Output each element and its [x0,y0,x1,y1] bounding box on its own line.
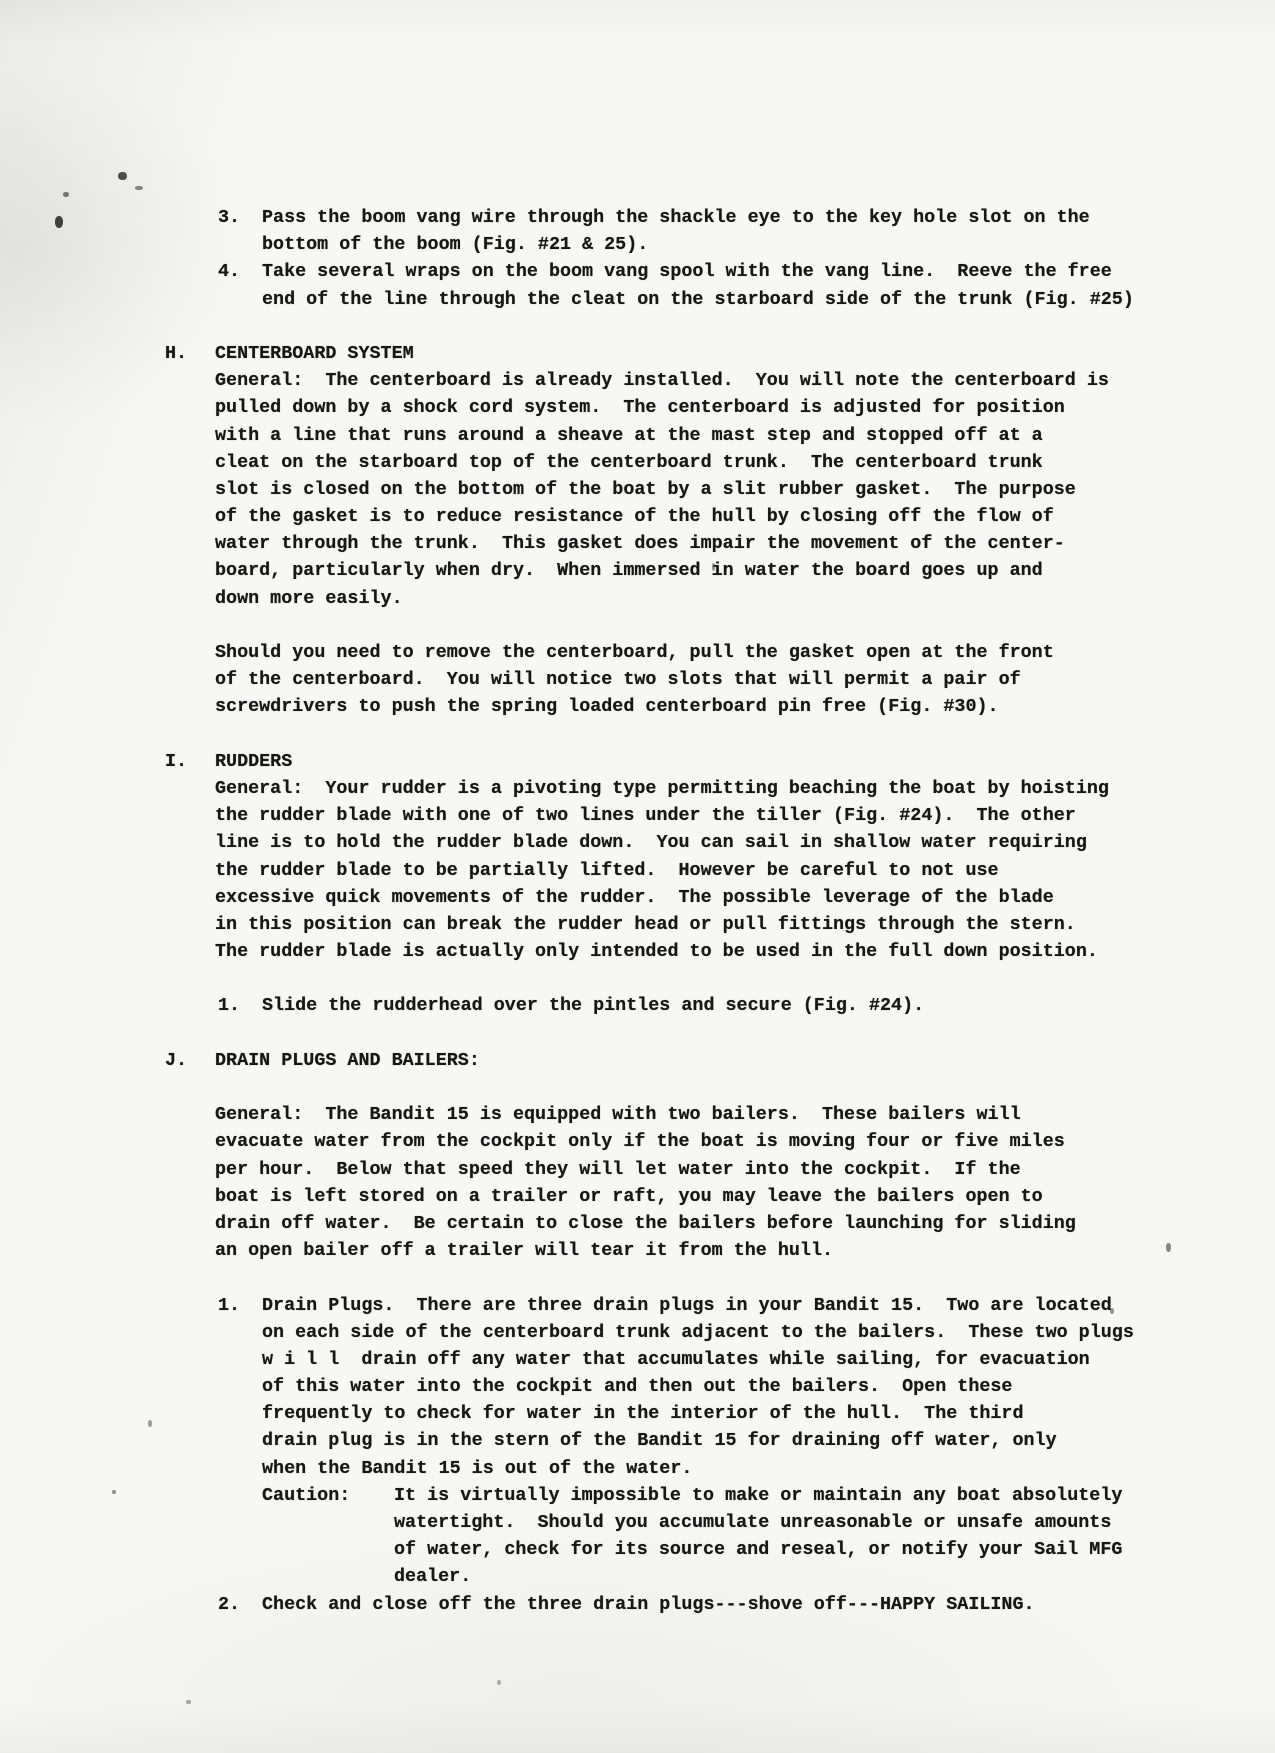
scan-speck [63,192,69,197]
item-text-line: drain plug is in the stern of the Bandit 15 for draining off water, only [262,1430,1057,1452]
item-text: Take several wraps on the boom vang spool with the vang line. Reeve the free [262,261,1112,283]
item-text-line: w i l l drain off any water that accumulates while sailing, for evacuation [262,1348,1090,1370]
paragraph-line: board, particularly when dry. When immersed in water the board goes up and [215,560,1043,582]
paragraph-line: pulled down by a shock cord system. The centerboard is adjusted for position [215,397,1065,419]
caution-text-line: of water, check for its source and reseal, or notify your Sail MFG [394,1539,1123,1561]
scan-speck [148,1420,152,1427]
blank-line [0,1264,1275,1291]
list-item [0,1591,1275,1618]
item-text: Pass the boom vang wire through the shackle eye to the key hole slot on the [262,207,1090,228]
paragraph-line: General: Your rudder is a pivoting type permitting beaching the boat by hoisting [215,777,1109,799]
scan-speck [497,1680,501,1685]
paragraph-line: line is to hold the rudder blade down. You can sail in shallow water requiring [215,832,1087,854]
paragraph-line: an open bailer off a trailer will tear it from the hull. [215,1240,834,1262]
scan-speck [712,563,715,571]
item-text-line: of this water into the cockpit and then out the bailers. Open these [262,1376,1013,1398]
caution-label: Caution: [262,1484,351,1506]
list-item [0,992,1275,1019]
paragraph-line: cleat on the starboard top of the centerboard trunk. The centerboard trunk [215,451,1043,473]
caution-note [0,1482,1275,1509]
section-title: RUDDERS [215,750,293,772]
section-title: DRAIN PLUGS AND BAILERS: [215,1049,480,1071]
paragraph-line: General: The Bandit 15 is equipped with two bailers. These bailers will [215,1104,1021,1126]
section-letter: I. [165,750,188,772]
scan-speck [55,216,63,228]
caution-text: It is virtually impossible to make or maintain any boat absolutely [394,1484,1123,1506]
paragraph-line: screwdrivers to push the spring loaded centerboard pin free (Fig. #30). [215,696,999,718]
paragraph-line: the rudder blade to be partially lifted. However be careful to not use [215,859,999,881]
document-content [0,204,1275,1618]
item-text: Drain Plugs. There are three drain plugs in your Bandit 15. Two are located [262,1294,1112,1316]
caution-text-line: dealer. [394,1566,472,1588]
item-text-line: frequently to check for water in the interior of the hull. The third [262,1403,1024,1425]
scan-speck [1166,1243,1171,1252]
blank-line [0,612,1275,639]
paragraph-line: with a line that runs around a sheave at the mast step and stopped off at a [215,424,1043,446]
paragraph-line: boat is left stored on a trailer or raft, you may leave the bailers open to [215,1185,1043,1207]
section-heading [0,340,1275,367]
item-text-line: when the Bandit 15 is out of the water. [262,1457,693,1479]
list-item [0,258,1275,285]
scan-speck [186,1700,191,1704]
section-letter: J. [165,1049,188,1071]
paragraph-line: The rudder blade is actually only intended to be used in the full down position. [215,941,1098,963]
paragraph-line: Should you need to remove the centerboard, pull the gasket open at the front [215,642,1054,663]
paragraph-line: of the centerboard. You will notice two slots that will permit a pair of [215,669,1021,691]
item-marker: 3. [218,207,241,228]
list-item [0,1292,1275,1319]
item-text-line: bottom of the boom (Fig. #21 & 25). [262,234,649,256]
paragraph-line: the rudder blade with one of two lines under the tiller (Fig. #24). The other [215,805,1076,827]
blank-line [0,1074,1275,1101]
item-marker: 4. [218,261,241,283]
section-heading [0,1047,1275,1074]
item-marker: 1. [218,1294,241,1316]
item-text: Check and close off the three drain plugs---shove off---HAPPY SAILING. [262,1593,1035,1615]
paragraph-line: slot is closed on the bottom of the boat by a slit rubber gasket. The purpose [215,478,1076,500]
scan-speck [112,1490,116,1494]
blank-line [0,965,1275,992]
item-marker: 2. [218,1593,241,1615]
paragraph-line: down more easily. [215,587,403,609]
paragraph-line: per hour. Below that speed they will let water into the cockpit. If the [215,1158,1021,1180]
scan-speck [118,172,127,180]
item-text-line: on each side of the centerboard trunk adjacent to the bailers. These two plugs [262,1321,1134,1343]
item-text-line: end of the line through the cleat on the starboard side of the trunk (Fig. #25) [262,288,1134,310]
item-text: Slide the rudderhead over the pintles and secure (Fig. #24). [262,995,925,1017]
blank-line [0,721,1275,748]
section-title: CENTERBOARD SYSTEM [215,342,414,364]
paragraph-line: water through the trunk. This gasket does impair the movement of the center- [215,533,1065,555]
blank-line [0,1020,1275,1047]
paragraph-line: of the gasket is to reduce resistance of the hull by closing off the flow of [215,506,1054,528]
list-item [0,204,1275,231]
caution-text-line: watertight. Should you accumulate unreasonable or unsafe amounts [394,1512,1112,1533]
paragraph-line: evacuate water from the cockpit only if the boat is moving four or five miles [215,1131,1065,1153]
scan-speck [1110,1308,1114,1314]
section-heading [0,748,1275,775]
blank-line [0,313,1275,340]
paragraph-line: drain off water. Be certain to close the bailers before launching for sliding [215,1212,1076,1234]
paragraph-line: General: The centerboard is already installed. You will note the centerboard is [215,370,1109,392]
paragraph-line: in this position can break the rudder head or pull fittings through the stern. [215,913,1076,935]
paragraph-line: excessive quick movements of the rudder. The possible leverage of the blade [215,886,1054,908]
item-marker: 1. [218,995,241,1017]
section-letter: H. [165,342,188,364]
scan-speck [135,186,143,190]
